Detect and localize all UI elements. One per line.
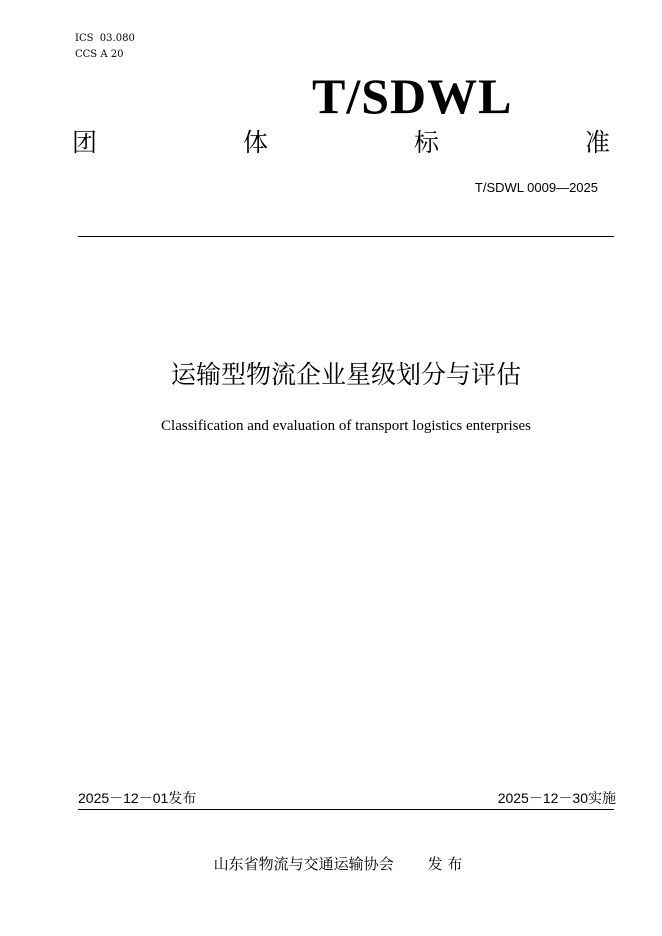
- title-english: Classification and evaluation of transport logistics enterprises: [161, 418, 531, 434]
- bottom-divider: [78, 809, 614, 810]
- release-date: [78, 789, 196, 808]
- release-label: 发布: [168, 791, 197, 807]
- standard-number: T/SDWL 0009—2025: [474, 180, 598, 195]
- implementation-date: [498, 789, 616, 808]
- publisher-name: 山东省物流与交通运输协会: [213, 855, 394, 873]
- standard-type-char-3: 标: [413, 128, 439, 157]
- implementation-label: 实施: [588, 791, 616, 807]
- standard-type-heading: [72, 127, 610, 159]
- publisher-line: [0, 854, 662, 874]
- standard-type-char-4: 准: [584, 128, 610, 157]
- standard-code-logo: T/SDWL: [312, 68, 513, 124]
- release-date-value: 2025－12－01: [78, 790, 169, 806]
- ics-code: ICS 03.080: [75, 33, 135, 44]
- implementation-date-value: 2025－12－30: [497, 790, 588, 806]
- ccs-code: CCS A 20: [75, 49, 124, 60]
- title-chinese: 运输型物流企业星级划分与评估: [170, 360, 521, 389]
- standard-type-char-1: 团: [72, 128, 98, 157]
- standard-type-char-2: 体: [242, 128, 268, 157]
- publisher-action: 发 布: [427, 855, 463, 873]
- top-divider: [78, 236, 614, 237]
